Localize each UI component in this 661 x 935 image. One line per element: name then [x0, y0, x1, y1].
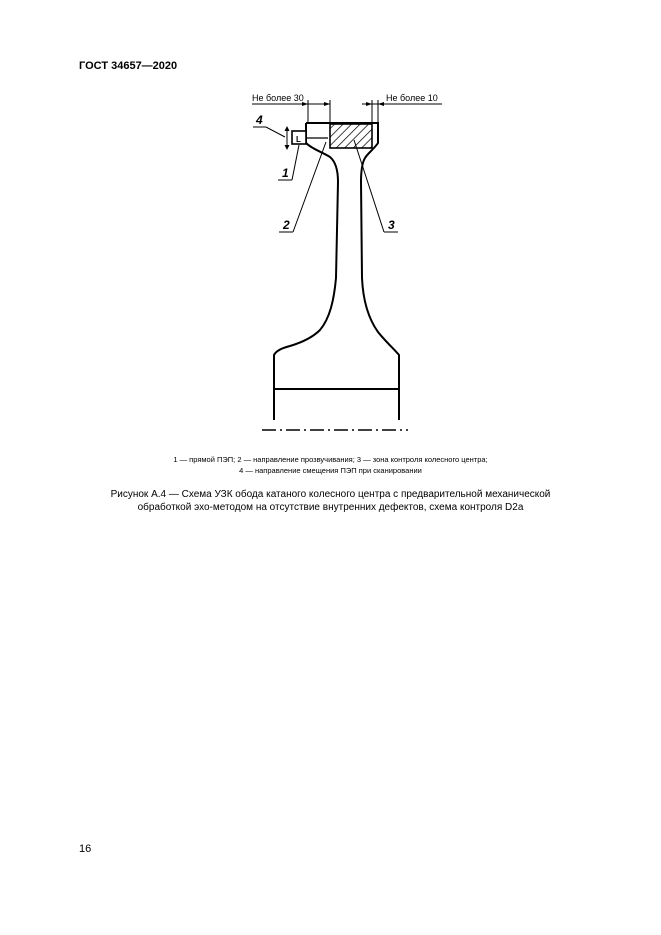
document-header: ГОСТ 34657—2020	[79, 60, 178, 72]
arrow-head-down	[285, 145, 290, 150]
dim-right-arrow-b	[378, 102, 384, 106]
arrow-head-up	[285, 126, 290, 131]
callout-4: 4	[256, 113, 263, 127]
callout-3: 3	[388, 218, 395, 232]
figure-legend-line-1: 1 — прямой ПЭП; 2 — направление прозвучивания; 3 — зона контроля колесного центра;	[173, 455, 488, 464]
dim-right-label: Не более 10	[386, 93, 438, 103]
figure-caption-line-2: обработкой эхо-методом на отсутствие внутренних дефектов, схема контроля D2а	[137, 502, 524, 513]
control-zone-hatched	[330, 124, 372, 148]
callout-4-leader	[266, 127, 285, 137]
page-number: 16	[79, 843, 92, 855]
figure-legend-line-2: 4 — направление смещения ПЭП при сканировании	[239, 466, 422, 475]
dim-left-arrow-b	[324, 102, 330, 106]
figure-caption-line-1: Рисунок А.4 — Схема УЗК обода катаного колесного центра с предварительной механической	[110, 489, 551, 500]
callout-2: 2	[283, 218, 290, 232]
wheel-rim-diagram	[0, 0, 661, 450]
rim-profile-outline	[274, 123, 399, 420]
dim-right-arrow-a	[366, 102, 372, 106]
callout-1-leader	[292, 145, 299, 180]
transducer-letter: L	[296, 135, 301, 144]
callout-1: 1	[282, 166, 289, 180]
dim-left-label: Не более 30	[252, 93, 304, 103]
callout-2-leader	[293, 142, 326, 232]
